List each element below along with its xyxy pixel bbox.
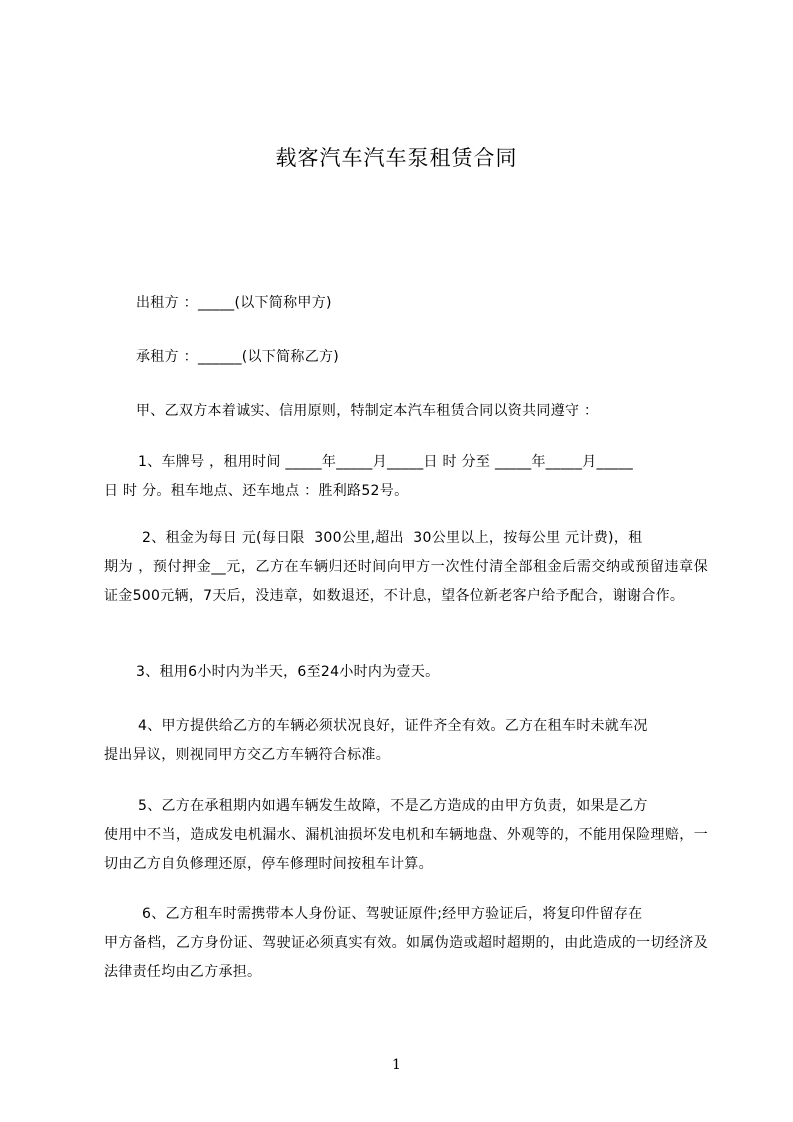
clause-5	[104, 792, 708, 879]
clause-3	[104, 658, 708, 687]
clause-6	[104, 900, 708, 987]
clause-1-rest: 日 时 分。租车地点、还车地点 ：胜利路52号。	[104, 483, 409, 499]
clause-2	[104, 524, 708, 611]
clause-6-first-line: 6、乙方租车时需携带本人身份证、驾驶证原件;经甲方验证后，将复印件留存在	[142, 906, 643, 922]
lessee-line: 承租方 ：______(以下简称乙方)	[136, 349, 340, 365]
clause-2-first-line: 2、租金为每日 元(每日限 300公里,超出 30公里以上，按每公里 元计费)，租	[142, 530, 643, 546]
clause-1	[104, 448, 708, 506]
document-title: 载客汽车汽车泵租赁合同	[275, 146, 518, 170]
intro-line: 甲、乙双方本着诚实、信用原则，特制定本汽车租赁合同以资共同遵守 ：	[136, 403, 599, 419]
clause-5-rest: 使用中不当，造成发电机漏水、漏机油损坏发电机和车辆地盘、外观等的，不能用保险理赔，一切由乙方自负修理还原，停车修理时间按租车计算。	[104, 827, 708, 872]
clause-6-rest: 甲方备档，乙方身份证、驾驶证必须真实有效。如属伪造或超时超期的，由此造成的一切经济及法律责任均由乙方承担。	[104, 935, 708, 980]
clause-1-first-line: 1、车牌号 ，租用时间 _____年_____月_____日 时 分至 _____年_____月_____	[138, 454, 634, 470]
lessor-line: 出租方 ：_____(以下简称甲方)	[136, 295, 332, 311]
clause-4	[104, 712, 708, 770]
clause-2-rest: 期为 ，预付押金__元，乙方在车辆归还时间向甲方一次性付清全部租金后需交纳或预留违章保证金500元辆，7天后，没违章，如数退还，不计息，望各位新老客户给予配合，谢谢合作。	[104, 559, 708, 604]
clause-5-first-line: 5、乙方在承租期内如遇车辆发生故障，不是乙方造成的由甲方负责，如果是乙方	[138, 798, 648, 814]
page-number: 1	[392, 1057, 401, 1073]
clause-3-first-line: 3、租用6小时内为半天，6至24小时内为壹天。	[136, 664, 440, 680]
clause-4-rest: 提出异议，则视同甲方交乙方车辆符合标准。	[104, 747, 390, 763]
clause-4-first-line: 4、甲方提供给乙方的车辆必须状况良好，证件齐全有效。乙方在租车时未就车况	[138, 718, 648, 734]
